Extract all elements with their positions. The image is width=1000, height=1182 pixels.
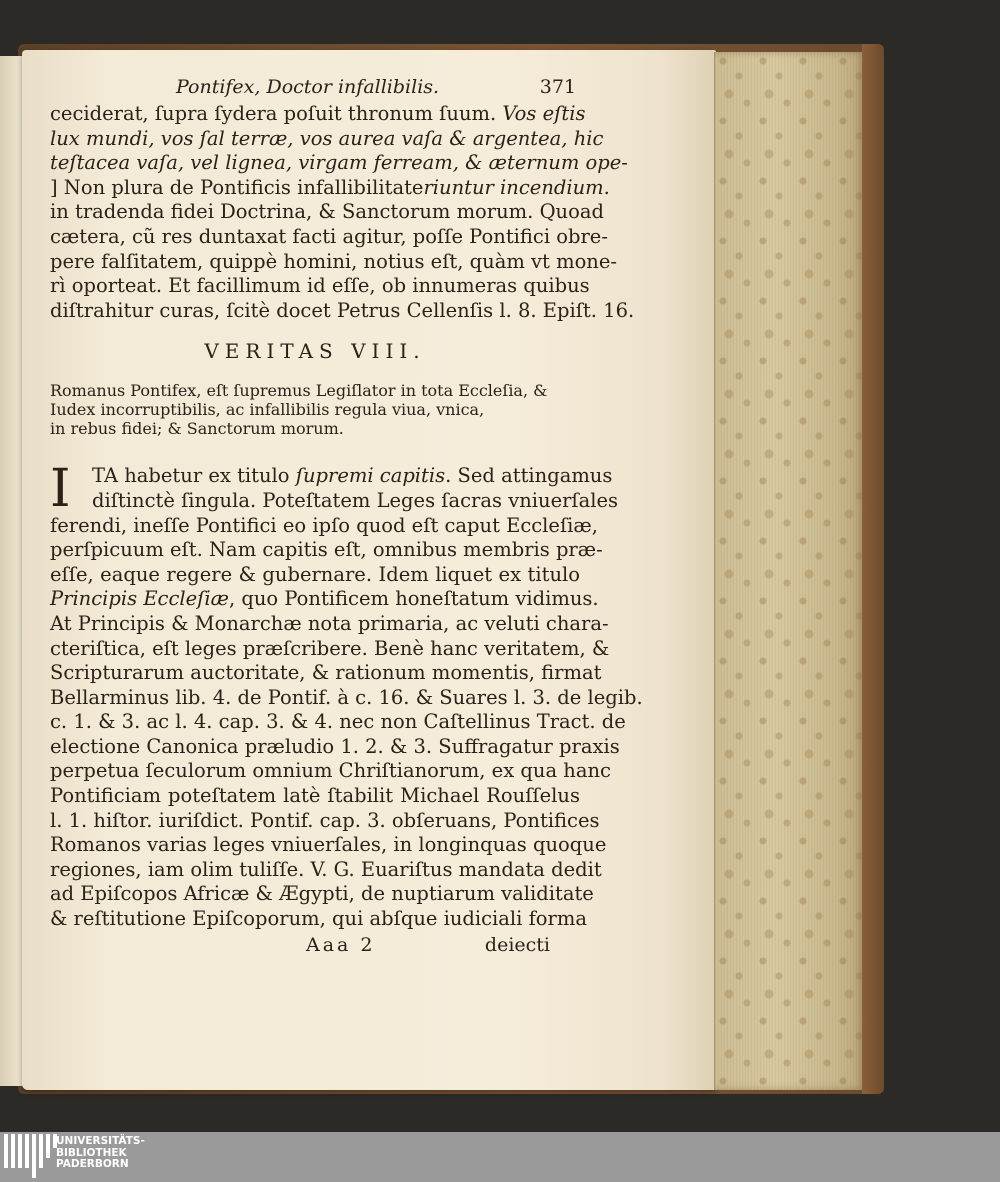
italic-run: Principis Eccleſiæ [50, 587, 229, 611]
text-line [50, 513, 598, 539]
roman-run: ad Epiſcopos Africæ & Ægypti, de nuptiarum validitate [50, 882, 594, 906]
text-line [50, 710, 626, 735]
roman-run: regiones, iam olim tuliſſe. V. G. Euariſtus mandata dedit [50, 857, 602, 881]
running-head [50, 76, 580, 102]
section-subtitle [50, 381, 580, 438]
cover-edge [862, 44, 884, 1094]
text-line [50, 274, 590, 299]
roman-run: perpetua ſeculorum omnium Chriſtianorum, ex qua hanc [50, 759, 611, 783]
roman-run: eſſe, eaque regere & gubernare. Idem liquet ex titulo [50, 562, 580, 586]
text-line [50, 636, 610, 662]
roman-run: . Sed attingamus [445, 464, 613, 488]
body-paragraph [50, 459, 643, 931]
roman-run: perſpicuum eſt. Nam capitis eſt, omnibus membris præ- [50, 538, 603, 562]
roman-run: diſtinctè ſingula. Poteſtatem Leges ſacras vniuerſales [92, 488, 619, 512]
text-line [50, 882, 594, 907]
roman-run: cteriſtica, eſt leges præſcribere. Benè hanc veritatem, & [50, 636, 610, 660]
page-fore-edge [714, 52, 867, 1090]
text-line [50, 563, 580, 588]
logo-line: UNIVERSITÄTS- [56, 1135, 145, 1147]
roman-run: Scripturarum auctoritate, & rationum momentis, firmat [50, 661, 602, 685]
roman-run: At Principis & Monarchæ nota primaria, ac veluti chara- [50, 611, 609, 635]
roman-run: cætera, cũ res duntaxat facti agitur, poſſe Pontifici obre- [50, 224, 608, 248]
roman-run: diſtrahitur curas, ſcitè docet Petrus Cellenſis l. 8. Epiſt. 16. [50, 298, 635, 322]
roman-run: c. 1. & 3. ac l. 4. cap. 3. & 4. nec non Caſtellinus Tract. de [50, 710, 626, 734]
text-line [50, 200, 604, 225]
signature-mark: Aaa 2 [306, 933, 376, 956]
roman-run: l. 1. hiſtor. iuriſdict. Pontif. cap. 3. obſeruans, Pontifices [50, 808, 600, 832]
catchword: deiecti [484, 933, 550, 956]
running-title: Pontifex, Doctor infallibilis. [176, 76, 440, 98]
roman-run: Pontificiam poteſtatem latè ſtabilit Michael Rouſſelus [50, 784, 580, 808]
text-line [50, 833, 607, 858]
roman-run: electione Canonica præludio 1. 2. & 3. Suffragatur praxis [50, 734, 620, 758]
roman-run: rì oporteat. Et facillimum id eſſe, ob innumeras quibus [50, 274, 590, 298]
library-footer-bar [0, 1132, 1000, 1182]
page-number: 371 [539, 76, 576, 98]
text-line [50, 759, 611, 784]
roman-run: pere falſitatem, quippè homini, notius eſt, quàm vt mone- [50, 249, 617, 273]
text-line [50, 857, 602, 883]
roman-run: & reſtitutione Epiſcoporum, qui abſque iudiciali forma [50, 907, 587, 931]
italic-run: ſupremi capitis [295, 464, 446, 488]
logo-line: PADERBORN [56, 1158, 129, 1170]
text-line [50, 464, 613, 489]
text-line [50, 298, 635, 324]
text-line [50, 488, 619, 514]
text-line [50, 611, 609, 637]
roman-run: ferendi, ineſſe Pontifici eo ipſo quod eſt caput Eccleſiæ, [50, 513, 598, 537]
text-line [50, 734, 620, 760]
text-line [50, 784, 580, 809]
text-line [50, 661, 602, 686]
section-heading: VERITAS VIII. [204, 339, 426, 364]
text-line [50, 808, 600, 834]
text-line [50, 587, 599, 612]
drop-capital: I [50, 459, 71, 520]
text-line [50, 685, 643, 711]
roman-run: Bellarminus lib. 4. de Pontif. à c. 16. & Suares l. 3. de legib. [50, 685, 643, 709]
text-line [50, 538, 603, 563]
text-line [50, 126, 604, 152]
roman-run: ] Non plura de Pontificis infallibilitate [50, 175, 424, 199]
roman-run: in tradenda fidei Doctrina, & Sanctorum morum. Quoad [50, 200, 604, 224]
library-logo-text [56, 1136, 145, 1171]
text-line [50, 249, 617, 275]
italic-run: Vos eſtis [502, 102, 586, 125]
text-line [50, 175, 610, 201]
paragraph-continuation [50, 102, 635, 323]
roman-run: ceciderat, ſupra ſydera poſuit thronum ſuum. [50, 102, 503, 125]
subtitle-line: Romanus Pontifex, eſt ſupremus Legiſlator in tota Eccleſia, & [50, 381, 548, 401]
text-line [50, 907, 587, 932]
left-page-edge [0, 56, 23, 1086]
subtitle-line: in rebus fidei; & Sanctorum morum. [50, 419, 344, 439]
italic-run: lux mundi, vos ſal terræ, vos aurea vaſa & argentea, hic [50, 126, 604, 150]
page-text [50, 76, 643, 960]
roman-run: Romanos varias leges vniuerſales, in longinquas quoque [50, 833, 607, 857]
text-line [50, 151, 628, 176]
library-logo-icon [4, 1134, 57, 1178]
italic-run: teſtacea vaſa, vel lignea, virgam ferream, & æternum ope- [50, 151, 628, 175]
italic-run: riuntur incendium. [423, 175, 610, 199]
subtitle-line: Iudex incorruptibilis, ac infallibilis regula viua, vnica, [50, 400, 485, 420]
page-footer-line [50, 934, 580, 960]
roman-run: TA habetur ex titulo [92, 464, 296, 488]
roman-run: , quo Pontificem honeſtatum vidimus. [228, 587, 599, 611]
logo-line: BIBLIOTHEK [56, 1146, 127, 1159]
text-line [50, 224, 608, 250]
text-line [50, 102, 586, 127]
